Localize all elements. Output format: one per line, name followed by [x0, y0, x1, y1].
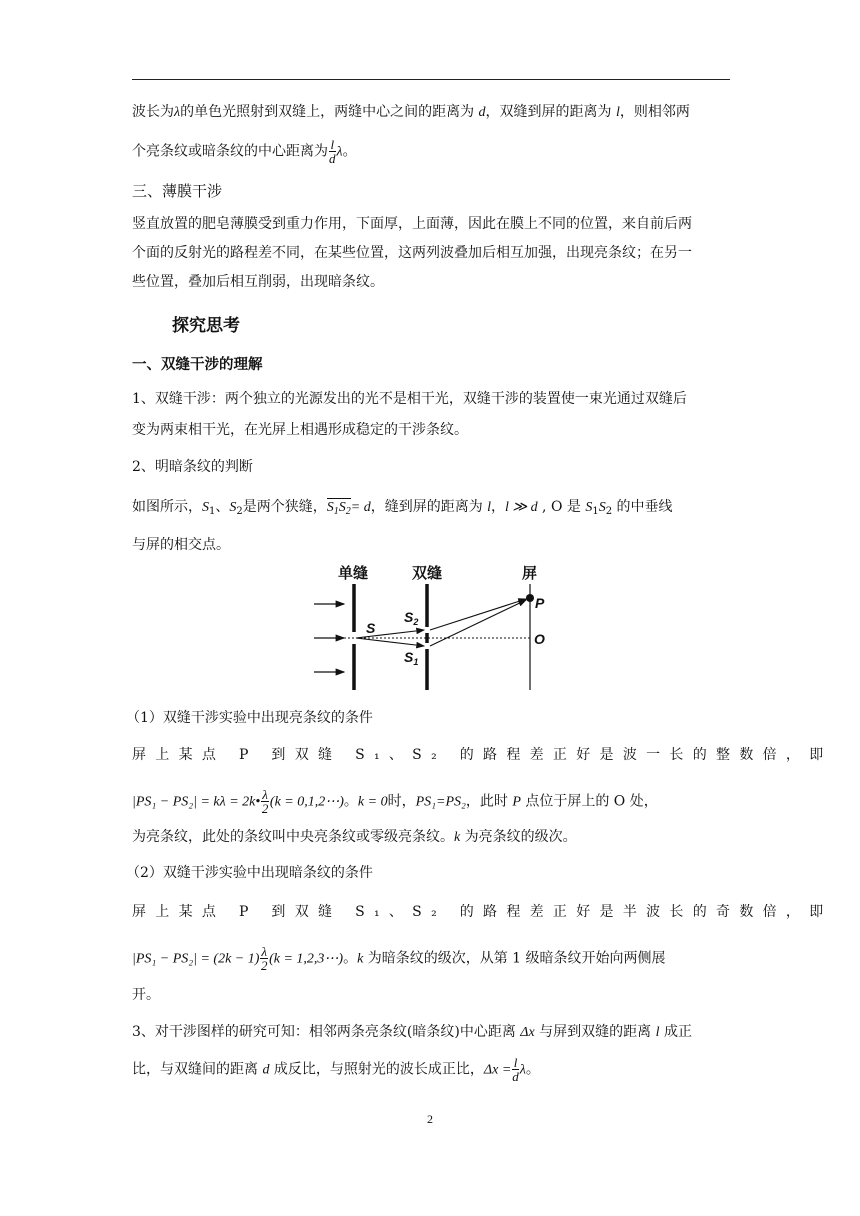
label-s1: $S_1$ — [404, 649, 419, 667]
section3-line2: 个面的反射光的路程差不同，在某些位置，这两列波叠加后相互加强，出现亮条纹；在另一 — [132, 245, 692, 261]
dark-condition-line3: 开。 — [132, 987, 160, 1003]
para1-line2: 个亮条纹或暗条纹的中心距离为 $\frac{l}{d}$ λ。 — [132, 137, 357, 166]
dark-condition-line2: |PS₁ − PS₂| = (2k − 1) $\frac{\lambda}{2}$ (k = 1,2,3⋯)。k 为暗条纹的级次，从第 1 级暗条纹开始向两侧展 — [132, 944, 666, 973]
section3-line1: 竖直放置的肥皂薄膜受到重力作用，下面厚，上面薄，因此在膜上不同的位置，来自前后两 — [132, 216, 692, 232]
label-p: P — [535, 595, 545, 611]
item2-line2: 与屏的相交点。 — [132, 537, 230, 553]
bright-condition-title: （1）双缝干涉实验中出现亮条纹的条件 — [126, 710, 373, 726]
explore-title: 探究思考 — [172, 316, 240, 336]
label-o: O — [534, 631, 545, 647]
s1s2-overline: $S_1S_2$ — [326, 500, 351, 517]
ray-s2-to-p — [430, 599, 526, 630]
bright-condition-line1: 屏上某点 P 到双缝 S₁、S₂ 的路程差正好是波一长的整数倍，即 — [132, 747, 833, 763]
label-double-slit: 双缝 — [412, 565, 443, 582]
bright-condition-line3: 为亮条纹，此处的条纹叫中央亮条纹或零级亮条纹。k 为亮条纹的级次。 — [132, 829, 577, 845]
section3-title: 三、薄膜干涉 — [132, 182, 223, 200]
label-single-slit: 单缝 — [338, 565, 369, 582]
section-one-heading: 一、双缝干涉的理解 — [132, 356, 263, 373]
item3-line1: 3、对干涉图样的研究可知：相邻两条亮条纹(暗条纹)中心距离 Δx 与屏到双缝的距离 l 成正 — [132, 1024, 692, 1040]
section3-line3: 些位置，叠加后相互削弱，出现暗条纹。 — [132, 274, 384, 290]
item2-title: 2、明暗条纹的判断 — [132, 459, 253, 475]
header-rule — [132, 79, 730, 80]
double-slit-diagram — [300, 560, 560, 695]
item1-line1: 1、双缝干涉：两个独立的光源发出的光不是相干光，双缝干涉的装置使一束光通过双缝后 — [132, 391, 687, 407]
bright-condition-line2: |PS₁ − PS₂| = kλ = 2k• $\frac{\lambda}{2}$ (k = 0,1,2⋯)。k = 0时，PS₁=PS₂，此时 P 点位于屏上的 O 处， — [132, 787, 658, 816]
item2-line1: 如图所示，$S_1$、$S_2$是两个狭缝，$S_1S_2= d$，缝到屏的距离为 l，l ≫ d , O 是 $S_1S_2$ 的中垂线 — [132, 499, 673, 517]
dark-condition-title: （2）双缝干涉实验中出现暗条纹的条件 — [126, 865, 373, 881]
ray-s1-to-p — [430, 600, 526, 646]
para1-line1: 波长为λ的单色光照射到双缝上，两缝中心之间的距离为 d，双缝到屏的距离为 l，则相邻两 — [132, 104, 690, 120]
dark-condition-line1: 屏上某点 P 到双缝 S₁、S₂ 的路程差正好是半波长的奇数倍，即 — [132, 904, 833, 920]
fraction-l-over-d: $\frac{l}{d}$ — [329, 137, 336, 166]
item3-line2: 比，与双缝间的距离 d 成反比，与照射光的波长成正比，Δx = $\frac{l}{d}$ λ。 — [132, 1055, 540, 1084]
label-s: S — [366, 620, 376, 636]
page-number: 2 — [427, 1112, 433, 1126]
label-s2: $S_2$ — [404, 609, 419, 627]
label-screen: 屏 — [522, 565, 538, 582]
ray-s-to-s1 — [356, 638, 424, 646]
point-p — [526, 594, 534, 602]
item1-line2: 变为两束相干光，在光屏上相遇形成稳定的干涉条纹。 — [132, 422, 468, 438]
